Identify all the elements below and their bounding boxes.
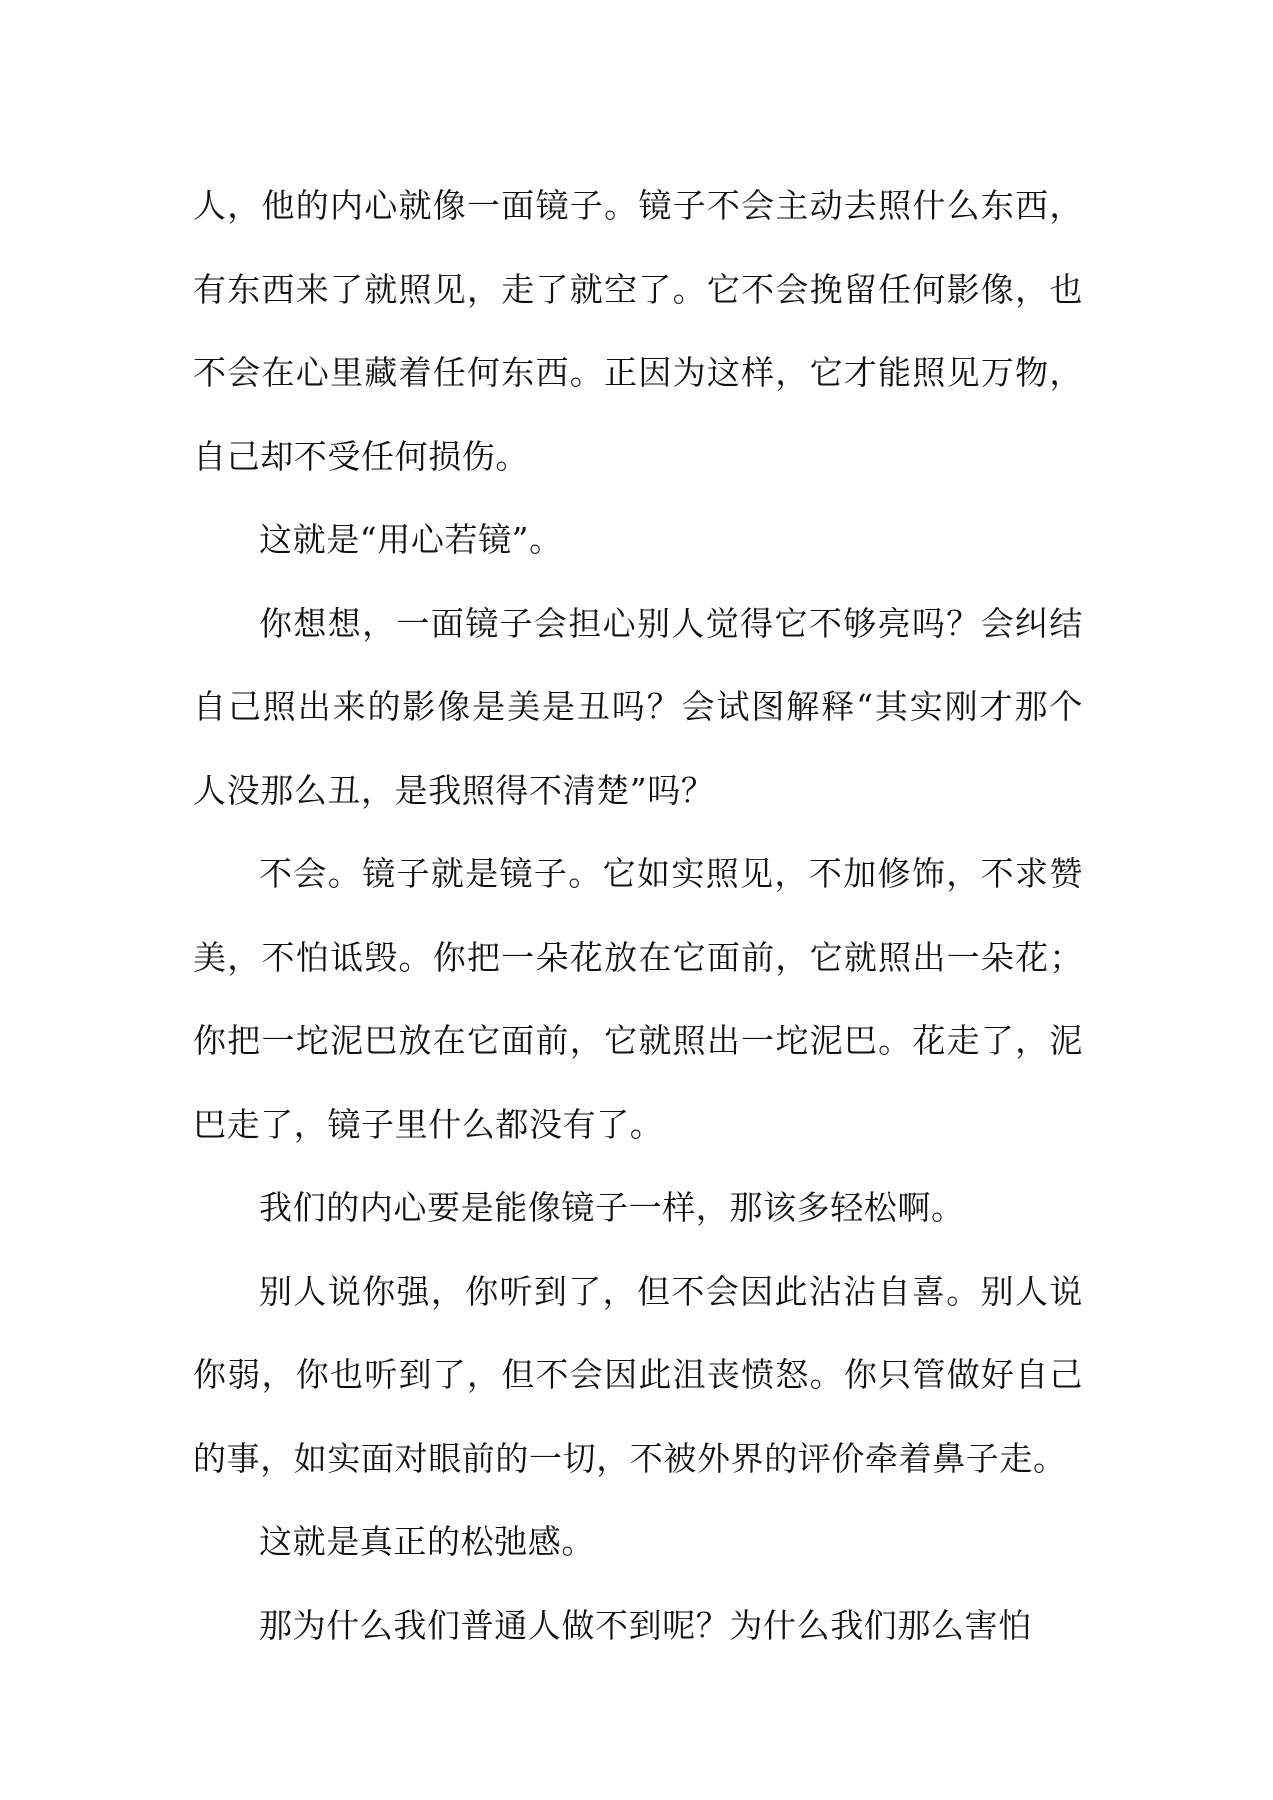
paragraph: 别人说你强，你听到了，但不会因此沾沾自喜。别人说你弱，你也听到了，但不会因此沮丧愤怒。你只管做好自己的事，如实面对眼前的一切，不被外界的评价牵着鼻子走。 xyxy=(193,1271,1083,1478)
paragraph-truncated: 那为什么我们普通人做不到呢？为什么我们那么害怕 xyxy=(259,1605,1032,1645)
paragraph: 不会。镜子就是镜子。它如实照见，不加修饰，不求赞美，不怕诋毁。你把一朵花放在它面前，它就照出一朵花；你把一坨泥巴放在它面前，它就照出一坨泥巴。花走了，泥巴走了，镜子里什么都没有了。 xyxy=(193,854,1083,1144)
paragraph: 我们的内心要是能像镜子一样，那该多轻松啊。 xyxy=(259,1188,965,1227)
paragraph: 你想想，一面镜子会担心别人觉得它不够亮吗？会纠结自己照出来的影像是美是丑吗？会试图解释“其实刚才那个人没那么丑，是我照得不清楚”吗？ xyxy=(193,603,1083,810)
body-text xyxy=(193,164,1083,1667)
paragraph-continuation: 人，他的内心就像一面镜子。镜子不会主动去照什么东西，有东西来了就照见，走了就空了。它不会挽留任何影像，也不会在心里藏着任何东西。正因为这样，它才能照见万物，自己却不受任何损伤。 xyxy=(193,186,1083,476)
paragraph: 这就是真正的松弛感。 xyxy=(259,1522,595,1561)
paragraph: 这就是“用心若镜”。 xyxy=(259,520,563,559)
